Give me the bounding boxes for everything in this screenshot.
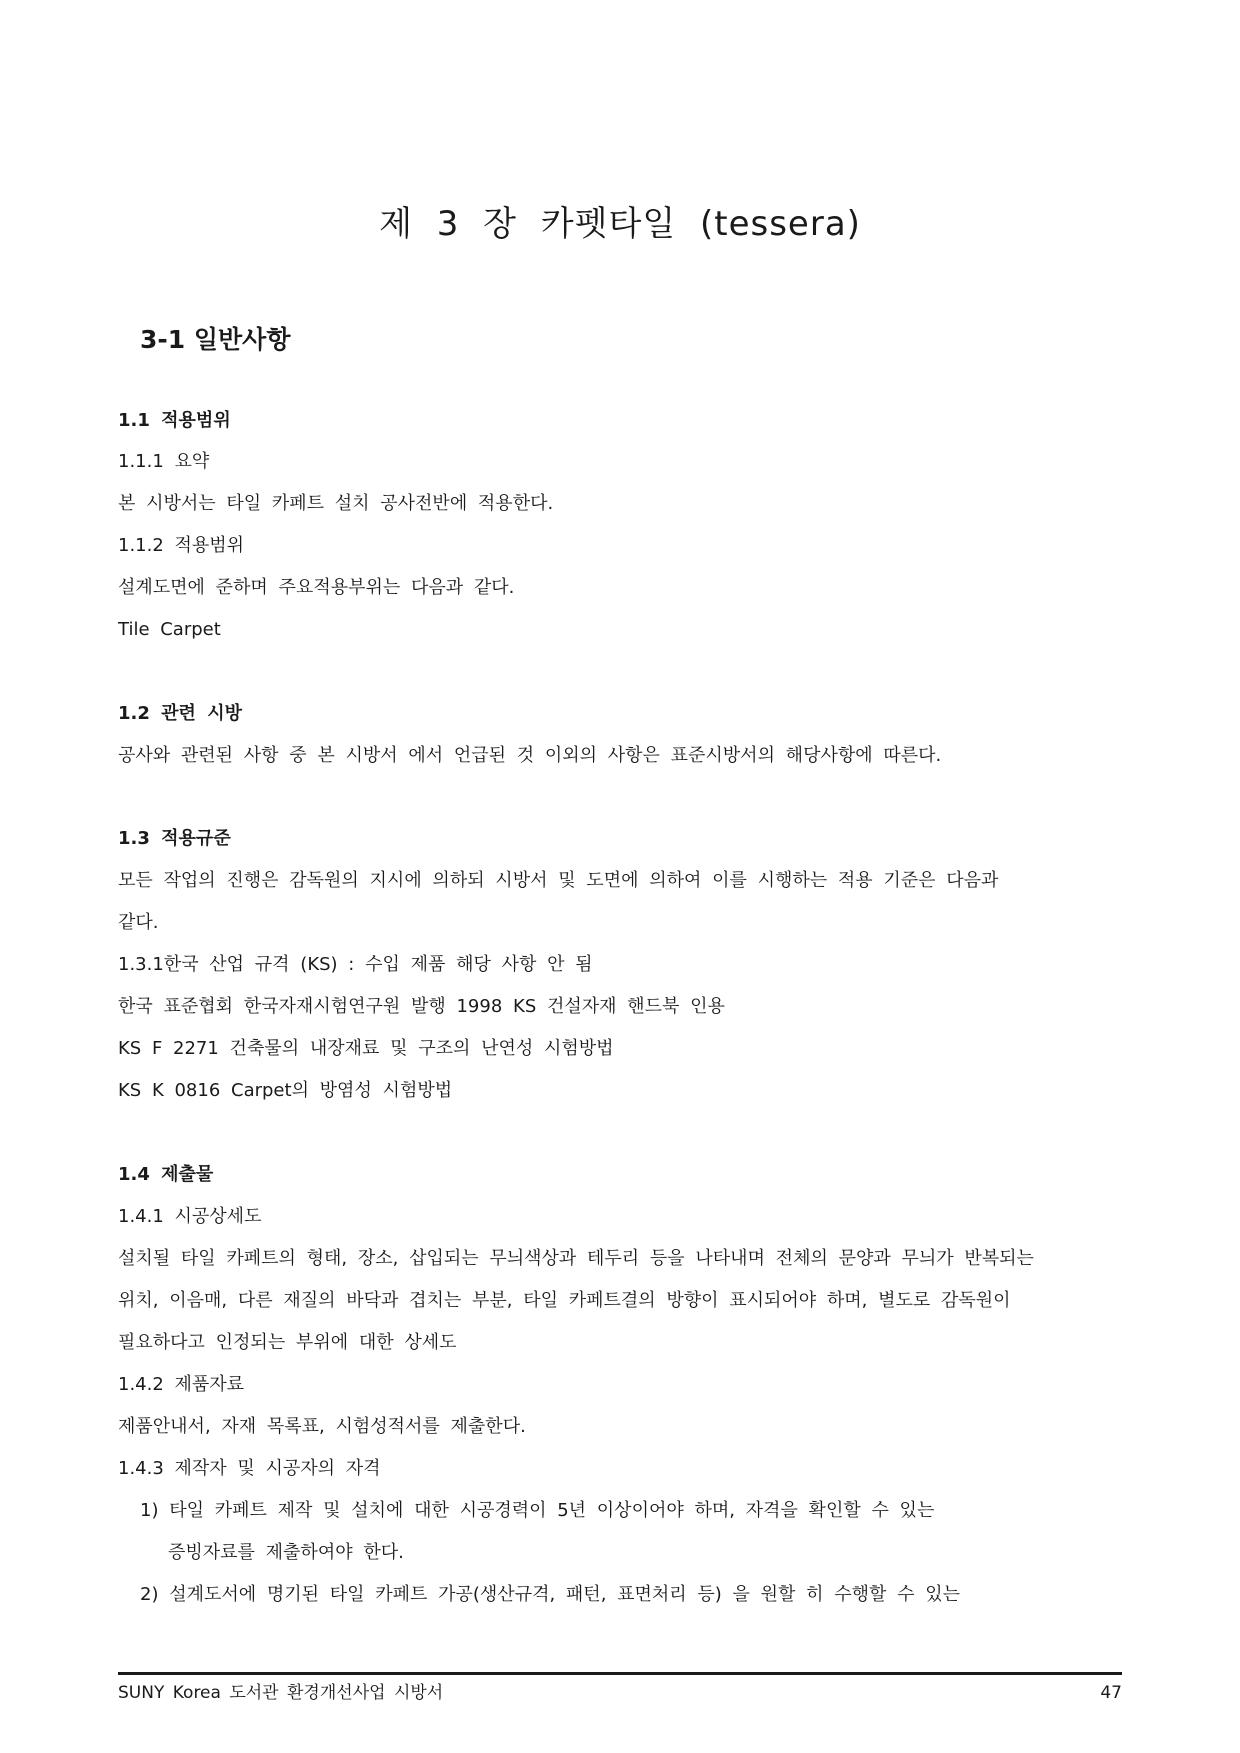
body-line: 한국 표준협회 한국자재시험연구원 발행 1998 KS 건설자재 핸드북 인용 xyxy=(118,996,725,1017)
subsection-heading-1-3: 1.3 적용규준 xyxy=(118,828,231,849)
body-line: KS F 2271 건축물의 내장재료 및 구조의 난연성 시험방법 xyxy=(118,1038,614,1059)
clause-1-4-3-heading: 1.4.3 제작자 및 시공자의 자격 xyxy=(118,1458,381,1479)
list-item-1-continuation: 증빙자료를 제출하여야 한다. xyxy=(168,1542,404,1563)
subsection-heading-1-1: 1.1 적용범위 xyxy=(118,410,231,431)
subsection-heading-1-2: 1.2 관련 시방 xyxy=(118,703,242,724)
list-item-2: 2) 설계도서에 명기된 타일 카페트 가공(생산규격, 패턴, 표면처리 등) 을 원할 히 수행할 수 있는 xyxy=(140,1584,961,1605)
clause-1-3-1: 1.3.1한국 산업 규격 (KS) : 수입 제품 해당 사항 안 됨 xyxy=(118,954,593,975)
clause-1-4-1-heading: 1.4.1 시공상세도 xyxy=(118,1206,262,1227)
clause-1-4-2-heading: 1.4.2 제품자료 xyxy=(118,1374,245,1395)
subsection-heading-1-4: 1.4 제출물 xyxy=(118,1164,214,1185)
body-line: 같다. xyxy=(118,912,159,933)
body-line: 위치, 이음매, 다른 재질의 바닥과 겹치는 부분, 타일 카페트결의 방향이 표시되어야 하며, 별도로 감독원이 xyxy=(118,1290,1011,1311)
section-title: 3-1 일반사항 xyxy=(140,325,291,354)
clause-1-1-2-heading: 1.1.2 적용범위 xyxy=(118,535,245,556)
body-line: 본 시방서는 타일 카페트 설치 공사전반에 적용한다. xyxy=(118,493,554,514)
body-line: KS K 0816 Carpet의 방염성 시험방법 xyxy=(118,1080,453,1101)
body-line: 설계도면에 준하며 주요적용부위는 다음과 같다. xyxy=(118,577,515,598)
chapter-title: 제 3 장 카펫타일 (tessera) xyxy=(379,204,861,244)
body-line: 필요하다고 인정되는 부위에 대한 상세도 xyxy=(118,1332,457,1353)
page-number: 47 xyxy=(1100,1683,1122,1703)
body-line: Tile Carpet xyxy=(118,619,221,640)
body-line: 제품안내서, 자재 목록표, 시험성적서를 제출한다. xyxy=(118,1416,526,1437)
body-line: 공사와 관련된 사항 중 본 시방서 에서 언급된 것 이외의 사항은 표준시방서의 해당사항에 따른다. xyxy=(118,745,942,766)
body-line: 설치될 타일 카페트의 형태, 장소, 삽입되는 무늬색상과 테두리 등을 나타내며 전체의 문양과 무늬가 반복되는 xyxy=(118,1248,1034,1269)
footer-divider xyxy=(118,1672,1122,1675)
clause-1-1-1-heading: 1.1.1 요약 xyxy=(118,451,210,472)
body-line: 모든 작업의 진행은 감독원의 지시에 의하되 시방서 및 도면에 의하여 이를 시행하는 적용 기준은 다음과 xyxy=(118,870,999,891)
list-item-1: 1) 타일 카페트 제작 및 설치에 대한 시공경력이 5년 이상이어야 하며, 자격을 확인할 수 있는 xyxy=(140,1500,935,1521)
footer-document-title: SUNY Korea 도서관 환경개선사업 시방서 xyxy=(118,1683,444,1703)
